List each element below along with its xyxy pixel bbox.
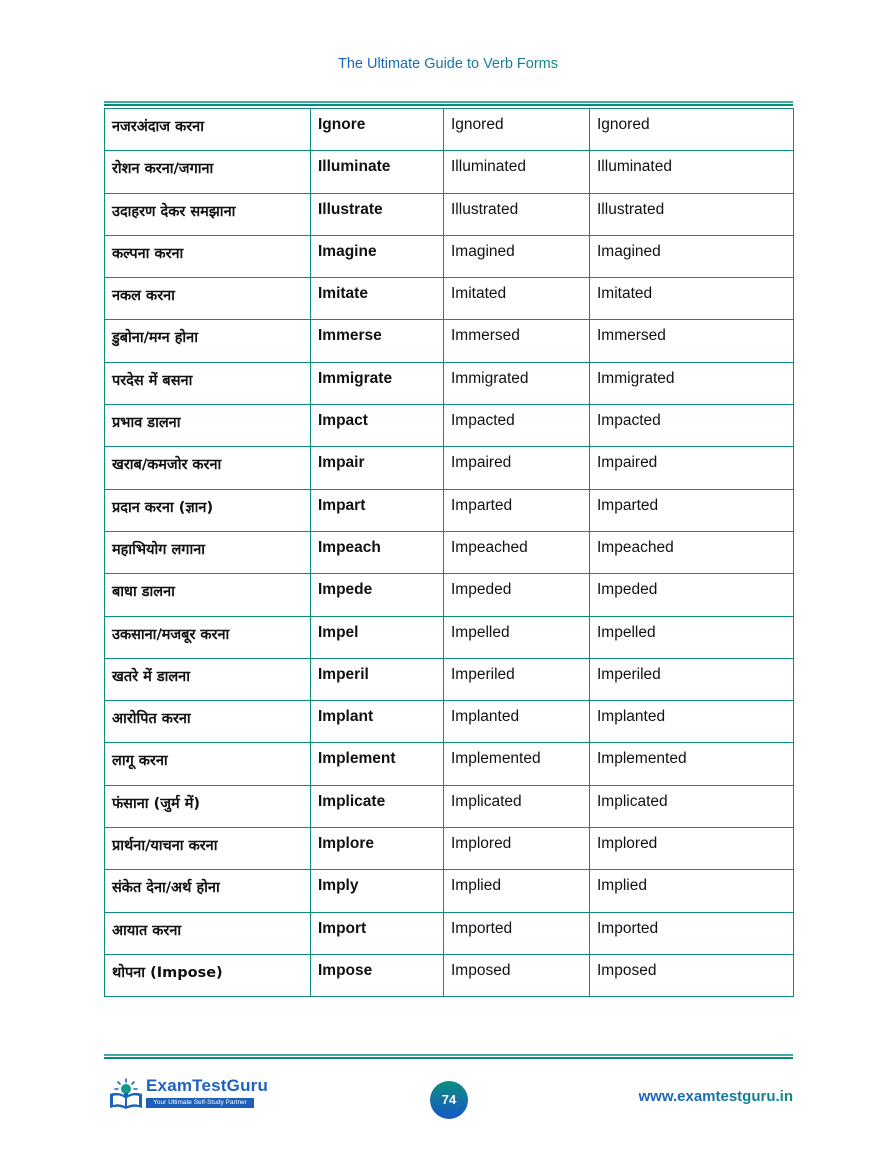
past-participle-cell: Ignored (590, 109, 794, 151)
table-row (105, 447, 794, 489)
page-header-title (0, 56, 896, 72)
hindi-meaning-cell: नजरअंदाज करना (105, 109, 311, 151)
past-form-cell: Illuminated (444, 151, 590, 193)
past-form-cell: Impeded (444, 574, 590, 616)
hindi-meaning-cell: लागू करना (105, 743, 311, 785)
base-form-cell: Implicate (311, 785, 444, 827)
base-form-cell: Implement (311, 743, 444, 785)
past-participle-cell: Impelled (590, 616, 794, 658)
table-row (105, 785, 794, 827)
past-participle-cell: Imitated (590, 278, 794, 320)
past-participle-cell: Imparted (590, 489, 794, 531)
past-form-cell: Implanted (444, 701, 590, 743)
hindi-meaning-cell: खराब/कमजोर करना (105, 447, 311, 489)
table-row (105, 193, 794, 235)
past-form-cell: Implied (444, 870, 590, 912)
hindi-meaning-cell: थोपना (Impose) (105, 954, 311, 996)
past-participle-cell: Imported (590, 912, 794, 954)
base-form-cell: Illustrate (311, 193, 444, 235)
table-row (105, 278, 794, 320)
past-form-cell: Imagined (444, 235, 590, 277)
past-participle-cell: Imposed (590, 954, 794, 996)
website-text: www.examtestguru.in (638, 1088, 793, 1105)
base-form-cell: Imagine (311, 235, 444, 277)
hindi-meaning-cell: आरोपित करना (105, 701, 311, 743)
base-form-cell: Impart (311, 489, 444, 531)
table-row (105, 616, 794, 658)
table-row (105, 828, 794, 870)
brand-logo[interactable] (108, 1076, 269, 1112)
past-participle-cell: Impacted (590, 405, 794, 447)
base-form-cell: Imitate (311, 278, 444, 320)
website-link[interactable] (639, 1088, 793, 1105)
hindi-meaning-cell: प्रार्थना/याचना करना (105, 828, 311, 870)
table-row (105, 531, 794, 573)
base-form-cell: Impose (311, 954, 444, 996)
base-form-cell: Immigrate (311, 362, 444, 404)
base-form-cell: Illuminate (311, 151, 444, 193)
book-lightbulb-icon (108, 1078, 144, 1110)
header-title-text: The Ultimate Guide to Verb Forms (338, 56, 558, 72)
table-row (105, 658, 794, 700)
past-participle-cell: Impeached (590, 531, 794, 573)
past-form-cell: Imitated (444, 278, 590, 320)
past-form-cell: Immersed (444, 320, 590, 362)
past-participle-cell: Implemented (590, 743, 794, 785)
table-row (105, 109, 794, 151)
table-row (105, 405, 794, 447)
past-form-cell: Impelled (444, 616, 590, 658)
table-row (105, 235, 794, 277)
header-divider (104, 101, 793, 106)
base-form-cell: Immerse (311, 320, 444, 362)
page-number-badge: 74 (430, 1081, 468, 1119)
base-form-cell: Ignore (311, 109, 444, 151)
base-form-cell: Import (311, 912, 444, 954)
past-participle-cell: Impaired (590, 447, 794, 489)
hindi-meaning-cell: परदेस में बसना (105, 362, 311, 404)
hindi-meaning-cell: कल्पना करना (105, 235, 311, 277)
base-form-cell: Imperil (311, 658, 444, 700)
table-row (105, 912, 794, 954)
base-form-cell: Impede (311, 574, 444, 616)
hindi-meaning-cell: फंसाना (जुर्म में) (105, 785, 311, 827)
past-participle-cell: Imagined (590, 235, 794, 277)
footer-divider (104, 1054, 793, 1059)
hindi-meaning-cell: नकल करना (105, 278, 311, 320)
past-form-cell: Imperiled (444, 658, 590, 700)
past-form-cell: Illustrated (444, 193, 590, 235)
past-form-cell: Implemented (444, 743, 590, 785)
past-participle-cell: Implanted (590, 701, 794, 743)
past-form-cell: Impacted (444, 405, 590, 447)
brand-tagline: Your Ultimate Self-Study Partner (146, 1098, 254, 1108)
table-row (105, 320, 794, 362)
hindi-meaning-cell: आयात करना (105, 912, 311, 954)
base-form-cell: Imply (311, 870, 444, 912)
brand-name: ExamTestGuru (146, 1076, 269, 1095)
table-row (105, 574, 794, 616)
hindi-meaning-cell: उकसाना/मजबूर करना (105, 616, 311, 658)
hindi-meaning-cell: प्रदान करना (ज्ञान) (105, 489, 311, 531)
table-row (105, 870, 794, 912)
hindi-meaning-cell: महाभियोग लगाना (105, 531, 311, 573)
base-form-cell: Impact (311, 405, 444, 447)
past-form-cell: Ignored (444, 109, 590, 151)
past-form-cell: Imposed (444, 954, 590, 996)
past-form-cell: Imparted (444, 489, 590, 531)
base-form-cell: Implore (311, 828, 444, 870)
base-form-cell: Implant (311, 701, 444, 743)
base-form-cell: Impel (311, 616, 444, 658)
past-form-cell: Implicated (444, 785, 590, 827)
hindi-meaning-cell: बाधा डालना (105, 574, 311, 616)
table-row (105, 954, 794, 996)
past-participle-cell: Implied (590, 870, 794, 912)
past-participle-cell: Immigrated (590, 362, 794, 404)
past-participle-cell: Imperiled (590, 658, 794, 700)
past-participle-cell: Immersed (590, 320, 794, 362)
hindi-meaning-cell: संकेत देना/अर्थ होना (105, 870, 311, 912)
hindi-meaning-cell: खतरे में डालना (105, 658, 311, 700)
past-form-cell: Immigrated (444, 362, 590, 404)
table-row (105, 151, 794, 193)
past-form-cell: Impaired (444, 447, 590, 489)
hindi-meaning-cell: उदाहरण देकर समझाना (105, 193, 311, 235)
verb-table-body (105, 109, 794, 997)
base-form-cell: Impair (311, 447, 444, 489)
table-row (105, 362, 794, 404)
verb-forms-table (104, 108, 794, 997)
past-participle-cell: Illustrated (590, 193, 794, 235)
hindi-meaning-cell: रोशन करना/जगाना (105, 151, 311, 193)
past-participle-cell: Implicated (590, 785, 794, 827)
hindi-meaning-cell: डुबोना/मग्न होना (105, 320, 311, 362)
past-participle-cell: Implored (590, 828, 794, 870)
past-form-cell: Implored (444, 828, 590, 870)
table-row (105, 489, 794, 531)
past-participle-cell: Impeded (590, 574, 794, 616)
past-participle-cell: Illuminated (590, 151, 794, 193)
past-form-cell: Imported (444, 912, 590, 954)
table-row (105, 743, 794, 785)
past-form-cell: Impeached (444, 531, 590, 573)
hindi-meaning-cell: प्रभाव डालना (105, 405, 311, 447)
table-row (105, 701, 794, 743)
base-form-cell: Impeach (311, 531, 444, 573)
